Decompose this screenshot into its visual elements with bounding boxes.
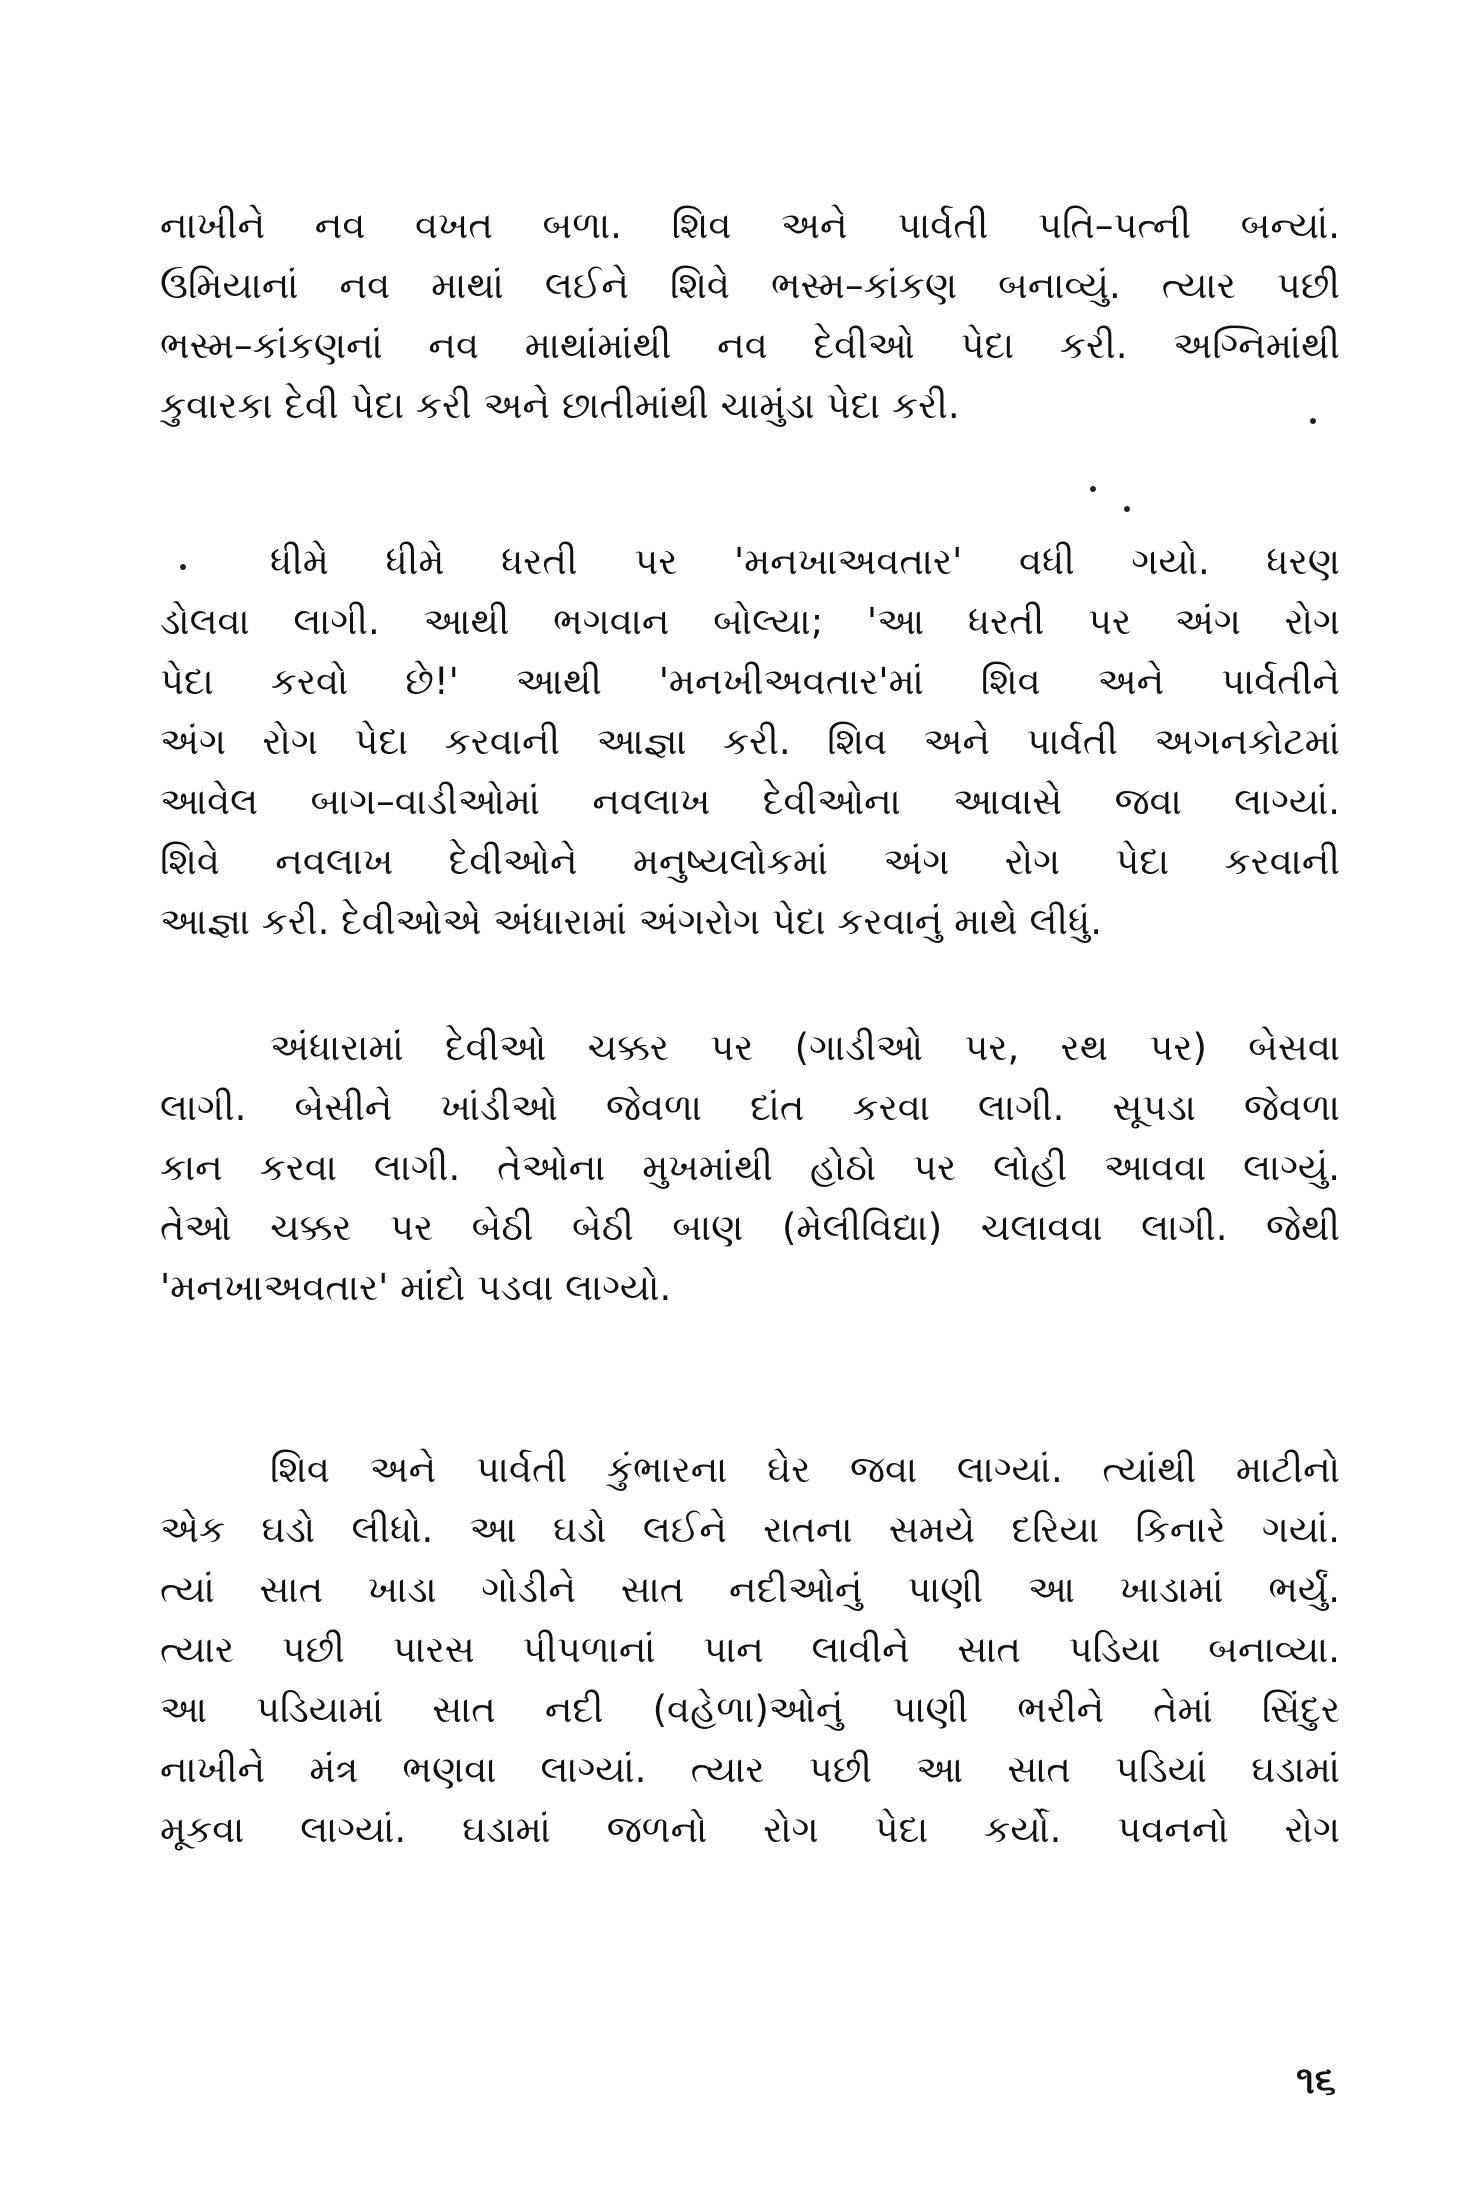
text-line: ભસ્મ–કાંકણનાં નવ માથાંમાંથી નવ દેવીઓ પેદા કરી. અગ્નિમાંથી xyxy=(160,324,1340,367)
scan-speck xyxy=(180,564,186,570)
text-line: ધીમે ધીમે ધરતી પર 'મનખાઅવતાર' વધી ગયો. ધરણ xyxy=(270,540,1340,583)
text-line: આવેલ બાગ–વાડીઓમાં નવલાખ દેવીઓના આવાસે જવા લાગ્યાં. xyxy=(160,780,1340,823)
paragraph-4 xyxy=(160,1440,1340,1860)
paragraph-3 xyxy=(160,1018,1340,1318)
text-line: આ પડિયામાં સાત નદી (વહેળા)ઓનું પાણી ભરીને તેમાં સિંદુર xyxy=(160,1688,1340,1731)
scan-speck xyxy=(1090,486,1096,492)
scan-speck xyxy=(1124,506,1130,512)
text-line: કુવારકા દેવી પેદા કરી અને છાતીમાંથી ચામુંડા પેદા કરી. xyxy=(160,384,960,427)
text-line: ત્યાં સાત ખાડા ગોડીને સાત નદીઓનું પાણી આ ખાડામાં ભર્યું. xyxy=(160,1568,1340,1611)
paragraph-2 xyxy=(160,532,1340,952)
text-line: નાખીને મંત્ર ભણવા લાગ્યાં. ત્યાર પછી આ સાત પડિયાં ઘડામાં xyxy=(160,1748,1340,1791)
text-line: ત્યાર પછી પારસ પીપળાનાં પાન લાવીને સાત પડિયા બનાવ્યા. xyxy=(160,1628,1340,1671)
text-line: શિવ અને પાર્વતી કુંભારના ઘેર જવા લાગ્યાં. ત્યાંથી માટીનો xyxy=(270,1448,1340,1491)
text-line: અંધારામાં દેવીઓ ચક્કર પર (ગાડીઓ પર, રથ પર) બેસવા xyxy=(270,1026,1340,1069)
page-number: ૧૬ xyxy=(1296,2058,1336,2102)
scan-speck xyxy=(1310,418,1316,424)
text-line: અંગ રોગ પેદા કરવાની આજ્ઞા કરી. શિવ અને પાર્વતી અગનકોટમાં xyxy=(160,720,1340,763)
text-line: મૂકવા લાગ્યાં. ઘડામાં જળનો રોગ પેદા કર્યો. પવનનો રોગ xyxy=(160,1808,1340,1851)
text-line: ઉમિયાનાં નવ માથાં લઈને શિવે ભસ્મ–કાંકણ બનાવ્યું. ત્યાર પછી xyxy=(160,264,1340,307)
text-line: આજ્ઞા કરી. દેવીઓએ અંધારામાં અંગરોગ પેદા કરવાનું માથે લીધું. xyxy=(160,900,1102,943)
text-line: નાખીને નવ વખત બળા. શિવ અને પાર્વતી પતિ–પત્ની બન્યાં. xyxy=(160,204,1340,247)
text-line: કાન કરવા લાગી. તેઓના મુખમાંથી હોઠો પર લોહી આવવા લાગ્યું. xyxy=(160,1146,1340,1189)
text-line: પેદા કરવો છે!' આથી 'મનખીઅવતાર'માં શિવ અને પાર્વતીને xyxy=(160,660,1340,703)
text-line: ડોલવા લાગી. આથી ભગવાન બોલ્યા; 'આ ધરતી પર અંગ રોગ xyxy=(160,600,1340,643)
text-line: 'મનખાઅવતાર' માંદો પડવા લાગ્યો. xyxy=(160,1266,672,1309)
text-line: તેઓ ચક્કર પર બેઠી બેઠી બાણ (મેલીવિદ્યા) ચલાવવા લાગી. જેથી xyxy=(160,1206,1340,1249)
text-line: એક ઘડો લીધો. આ ઘડો લઈને રાતના સમયે દરિયા કિનારે ગયાં. xyxy=(160,1508,1340,1551)
paragraph-1 xyxy=(160,196,1340,436)
text-line: લાગી. બેસીને ખાંડીઓ જેવળા દાંત કરવા લાગી. સૂપડા જેવળા xyxy=(160,1086,1340,1129)
text-line: શિવે નવલાખ દેવીઓને મનુષ્યલોકમાં અંગ રોગ પેદા કરવાની xyxy=(160,840,1340,883)
